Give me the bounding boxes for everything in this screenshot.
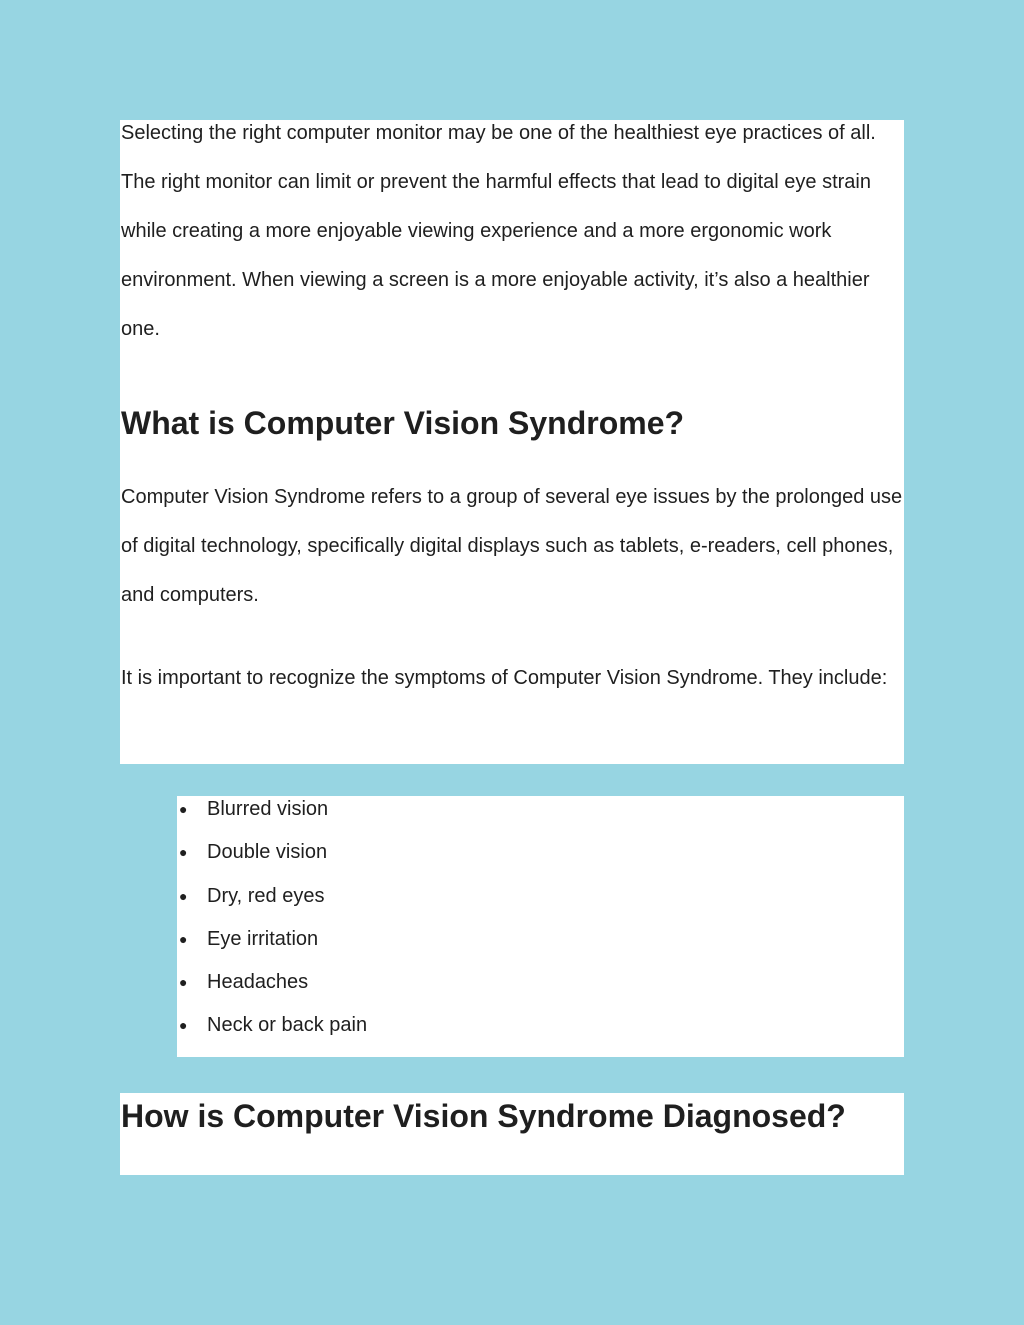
symptoms-intro-paragraph: It is important to recognize the symptoms of Computer Vision Syndrome. They include: (121, 667, 888, 689)
bullet-icon: ● (179, 844, 188, 861)
list-item (177, 1004, 367, 1047)
symptom-list (177, 788, 367, 1048)
list-item (177, 788, 367, 831)
bullet-icon: ● (179, 930, 188, 947)
list-item (177, 831, 367, 874)
section-heading-what-is-cvs: What is Computer Vision Syndrome? (121, 405, 685, 441)
definition-paragraph: Computer Vision Syndrome refers to a group of several eye issues by the prolonged use of digital technology, specifically digital displays such as tablets, e-readers, cell phones, and computers. (121, 486, 903, 606)
bullet-icon: ● (179, 887, 188, 904)
section-heading-diagnosis: How is Computer Vision Syndrome Diagnosed? (121, 1098, 846, 1134)
list-item-label: Headaches (207, 971, 309, 994)
list-item (177, 961, 367, 1004)
bullet-icon: ● (179, 974, 188, 991)
intro-panel (120, 120, 904, 764)
list-item (177, 918, 367, 961)
bullet-icon: ● (179, 1017, 188, 1034)
bullet-icon: ● (179, 801, 188, 817)
diagnosis-panel (120, 1093, 904, 1175)
list-item-label: Dry, red eyes (207, 884, 325, 907)
list-item-label: Blurred vision (207, 798, 329, 820)
list-item-label: Eye irritation (207, 927, 319, 950)
list-item-label: Double vision (207, 841, 328, 864)
list-item (177, 875, 367, 918)
symptom-list-panel (177, 796, 904, 1057)
list-item-label: Neck or back pain (207, 1014, 368, 1037)
intro-paragraph: Selecting the right computer monitor may be one of the healthiest eye practices of all. The right monitor can limit or prevent the harmful effects that lead to digital eye strain while creating a more enjoyable viewing experience and a more ergonomic work environment. When viewing a screen is a more enjoyable activity, it’s also a healthier one. (121, 122, 876, 340)
